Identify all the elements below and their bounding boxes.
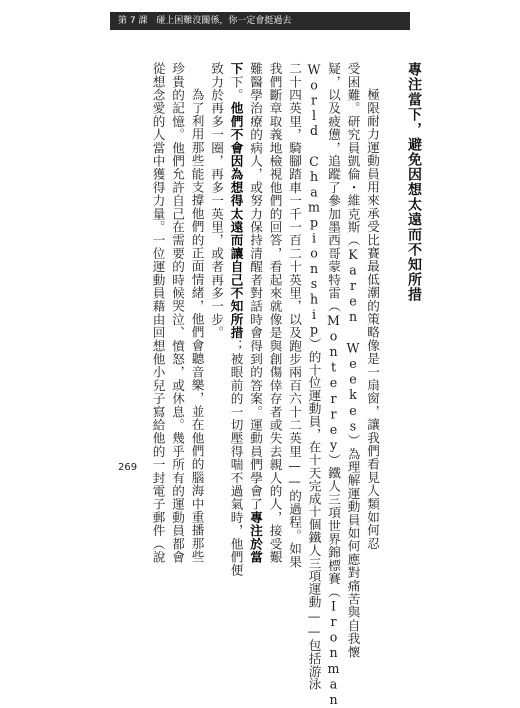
paragraph-line-5: 二十四英里，騎腳踏車一千一百二十英里，以及跑步兩百六十二英里——的過程。如果 — [287, 62, 302, 569]
section-heading: 專注當下，避免因想太遠而不知所措 — [406, 62, 422, 302]
paragraph-line-11: 珍貴的記憶。他們允許自己在需要的時候哭泣、憤怒，或休息。幾乎所有的運動員都會 — [170, 62, 185, 564]
paragraph-line-7 — [246, 62, 266, 564]
line-7-text: 難醫學治療的病人，或努力保持清醒者對話時會得到的答案。運動員們學會了 — [248, 62, 263, 511]
vertical-text-body — [148, 62, 424, 708]
running-header — [118, 14, 297, 28]
paragraph-line-8 — [226, 62, 246, 577]
paragraph-line-1: 極限耐力運動員用來承受比賽最低潮的策略像是一扇窗，讓我們看見人類如何忍 — [365, 88, 380, 550]
paragraph-line-12: 從想念愛的人當中獲得力量。一位運動員藉由回想他小兒子寫給他的一封電子郵件（說 — [150, 62, 166, 564]
paragraph-line-6: 我們斷章取義地檢視他們的回答，看起來就像是與創傷倖存者或失去親人的人，接受艱 — [267, 62, 283, 564]
bold-overwhelm-phrase: 他們不會因為想得太遠而讓自己不知所措 — [228, 101, 244, 340]
paragraph-line-4: World Championship）的十位運動員，在十天完成十個鐵人三項運動——包括游泳 — [306, 62, 322, 691]
paragraph-line-2: 受困難。研究員凱倫・維克斯（Karen Weekes）為理解運動員如何應對痛苦與自我懷 — [345, 62, 361, 659]
line-8-text: 下。他們不會因為想得太遠而讓自己不知所措；被眼前的一切壓得喘不過氣時，他們便 — [228, 75, 244, 577]
page-number: 269 — [118, 462, 138, 473]
bold-present-char: 下 — [228, 62, 244, 76]
lesson-title: 碰上困難沒關係，你一定會挺過去 — [156, 16, 292, 26]
bold-focus-phrase: 專注於當 — [248, 510, 263, 564]
lesson-number: 第 7 課 — [118, 16, 148, 26]
paragraph-line-9: 致力於再多一圈，再多一英里，或者再多一步。 — [209, 62, 224, 340]
paragraph-line-3: 疑，以及疲憊，追蹤了參加墨西哥蒙特雷（Monterrey）鐵人三項世界錦標賽（Ironman — [326, 62, 341, 708]
paragraph-line-10: 為了利用那些能支撐他們的正面情緒，他們會聽音樂，並在他們的腦海中重播那些 — [189, 88, 205, 564]
